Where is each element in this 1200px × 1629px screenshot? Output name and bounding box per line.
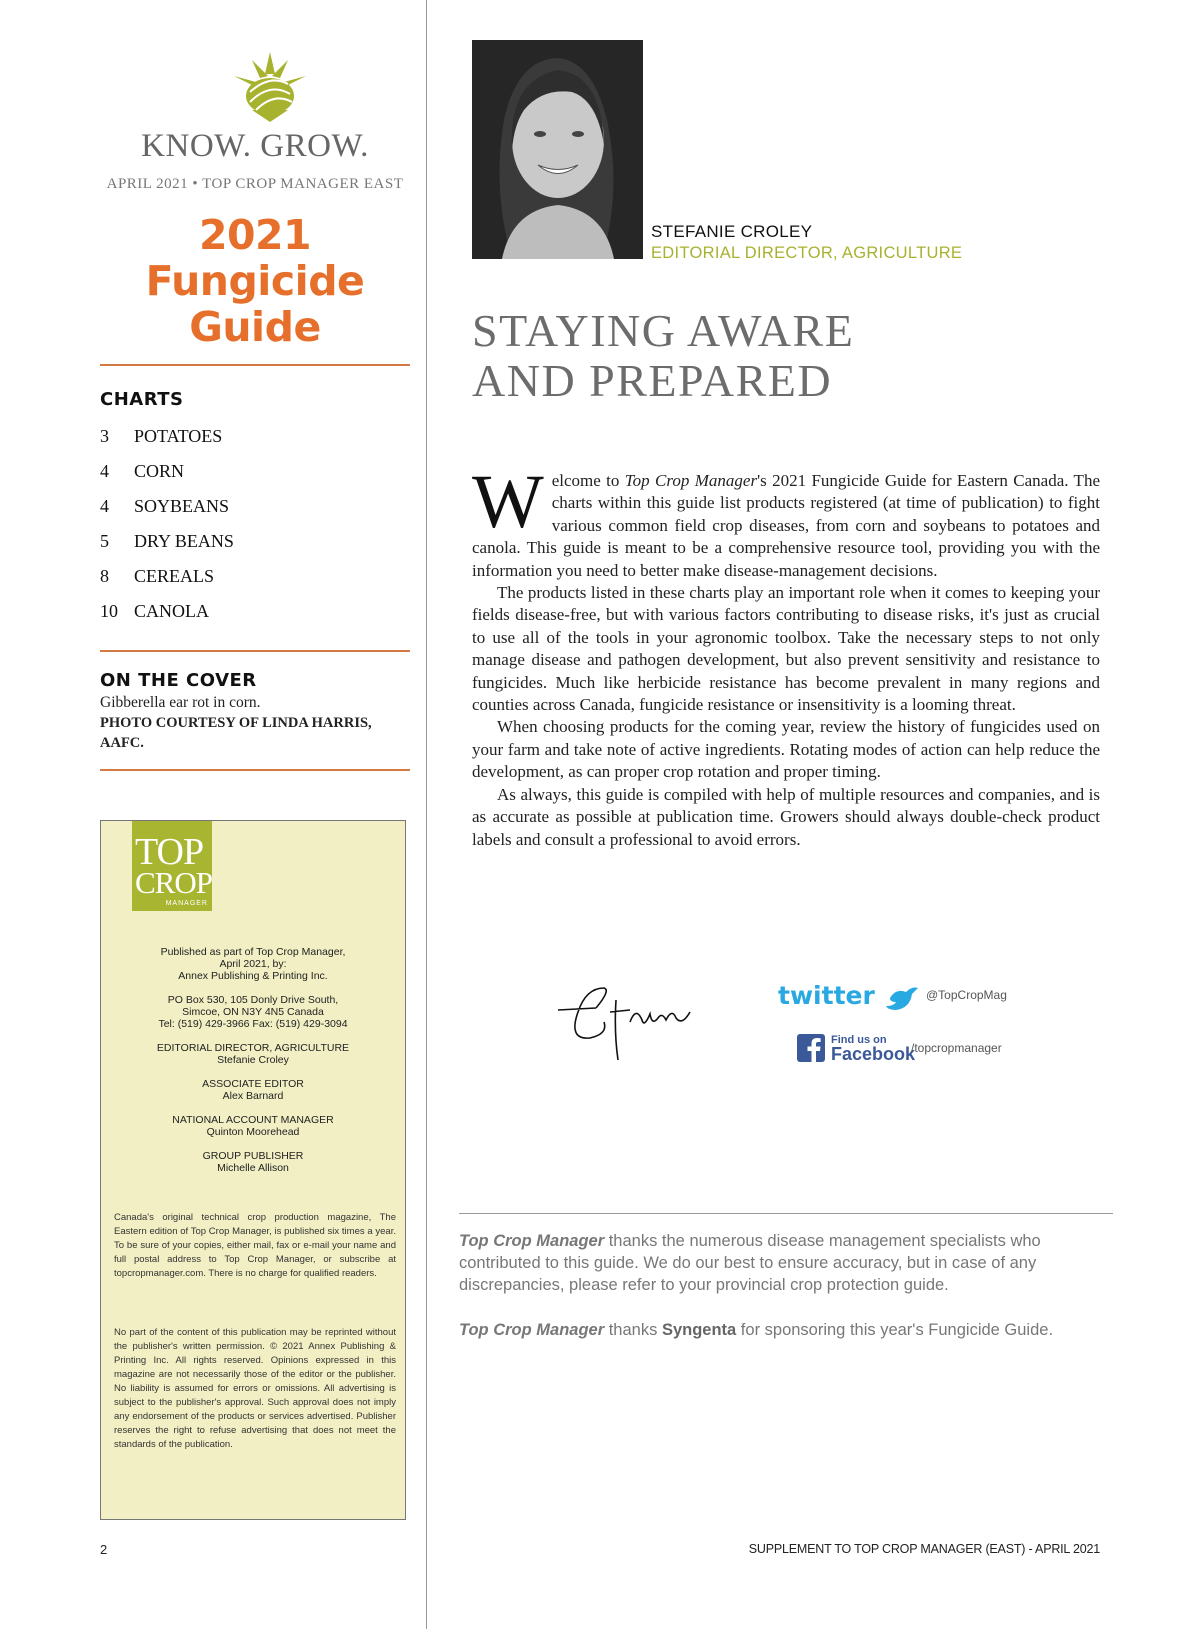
divider [100,650,410,652]
paragraph: As always, this guide is compiled with help of multiple resources and companies, and is as accurate as possible at publication time. Growers should always double-check product labels and consult a professional to avoid errors. [472,784,1100,849]
facebook-handle[interactable]: /topcropmanager [911,1041,1002,1055]
masthead-box [100,820,406,1520]
masthead-info: Published as part of Top Crop Manager, April 2021, by: Annex Publishing & Printing Inc. PO Box 530, 105 Donly Drive South, Simcoe, ON N3Y 4N5 Canada Tel: (519) 429-3966 Fax: (519) 429-3094 EDITORIAL DIRECTOR, AGRICULTURE Stefanie Croley ASSOCIATE EDITOR Alex Barnard NATIONAL ACCOUNT MANAGER Quinton Moorehead GROUP PUBLISHER Michelle Allison [111,946,395,1186]
copyright-note: No part of the content of this publication may be reprinted without the publisher's written permission. © 2021 Annex Publishing & Printing Inc. All rights reserved. Opinions expressed in this magazine are not necessarily those of the editor or the publisher. No liability is assumed for errors or omissions. All advertising is subject to the publisher's approval. Such approval does not imply any endorsement of the products or services advertised. Publisher reserves the right to refuse advertising that does not meet the standards of the publication. [114,1327,396,1450]
list-item[interactable]: 4 CORN [100,461,185,481]
paragraph: The products listed in these charts play an important role when it comes to keeping your fields disease-free, but with various factors contributing to disease risks, it's just as crucial to use all of the tools in your agronomic toolbox. Take the necessary steps to not only manage disease and pathogen development, but also prevent sensitivity and resistance to fungicides. Much like herbicide resistance has become prevalent in many regions and counties across Canada, fungicide resistance or insensitivity is a looming threat. [472,583,1100,715]
staff-entry: ASSOCIATE EDITOR Alex Barnard [202,1078,304,1102]
author-role: EDITORIAL DIRECTOR, AGRICULTURE [651,244,963,262]
list-item[interactable]: 5 DRY BEANS [100,531,234,551]
issue-line: APRIL 2021 • TOP CROP MANAGER EAST [106,176,404,192]
twitter-handle[interactable]: @TopCropMag [926,988,1007,1002]
cover-credit: PHOTO COURTESY OF LINDA HARRIS, AAFC. [100,715,372,751]
twitter-icon[interactable] [778,982,920,1012]
cover-caption-block [100,693,400,753]
column-divider [426,0,427,1629]
charts-heading: CHARTS [100,389,184,410]
charts-list [100,426,410,636]
author-photo [472,40,643,259]
footer-supplement: SUPPLEMENT TO TOP CROP MANAGER (EAST) - APRIL 2021 [748,1542,1100,1556]
sponsor-note: Top Crop Manager thanks Syngenta for sponsoring this year's Fungicide Guide. [459,1321,1054,1339]
page-number: 2 [100,1542,108,1557]
cover-heading: ON THE COVER [100,670,257,691]
acknowledgement: Top Crop Manager thanks the numerous disease management specialists who contributed to this guide. We do our best to ensure accuracy, but in case of any discrepancies, please refer to your provincial crop protection guide. [459,1232,1041,1294]
author-name: STEFANIE CROLEY [651,222,813,241]
guide-title: 2021 Fungicide Guide [145,211,365,351]
divider [100,364,410,366]
facebook-wordmark: Facebook [831,1044,916,1064]
facebook-icon[interactable] [797,1034,825,1062]
cover-caption: Gibberella ear rot in corn. [100,694,261,711]
article-body [472,460,1100,851]
list-item[interactable]: 3 POTATOES [100,426,223,446]
facebook-find-us: Find us on [831,1034,887,1046]
list-item[interactable]: 10 CANOLA [100,601,209,621]
paragraph: When choosing products for the coming year, review the history of fungicides used on your farm and take note of active ingredients. Rotating modes of action can help reduce the development, as can proper crop rotation and proper timing. [472,717,1100,782]
staff-entry: NATIONAL ACCOUNT MANAGER Quinton Moorehead [172,1114,334,1138]
drop-cap: W [472,460,544,544]
article-headline: STAYING AWARE AND PREPARED [472,305,855,406]
wheat-logo-icon [232,52,308,122]
list-item[interactable]: 4 SOYBEANS [100,496,230,516]
top-crop-manager-logo: TOP CROP MANAGER [132,821,212,911]
divider [100,769,410,771]
svg-text:twitter: twitter [778,982,875,1010]
paragraph: Welcome to Top Crop Manager's 2021 Fungicide Guide for Eastern Canada. The charts within this guide list products registered (at time of publication) to fight various common field crop diseases, from corn and soybeans to potatoes and canola. This guide is meant to be a comprehensive resource tool, providing you with the information you need to better make disease-management decisions. [472,460,1100,580]
divider [459,1213,1113,1214]
list-item[interactable]: 8 CEREALS [100,566,215,586]
staff-entry: GROUP PUBLISHER Michelle Allison [202,1150,304,1174]
signature [556,982,706,1062]
tagline: KNOW. GROW. [141,128,369,164]
staff-entry: EDITORIAL DIRECTOR, AGRICULTURE Stefanie Croley [156,1042,350,1066]
subscription-note: Canada's original technical crop production magazine, The Eastern edition of Top Crop Manager, is published six times a year. To be sure of your copies, either mail, fax or e-mail your name and full postal address to Top Crop Manager, or subscribe at topcropmanager.com. There is no charge for qualified readers. [114,1212,396,1279]
